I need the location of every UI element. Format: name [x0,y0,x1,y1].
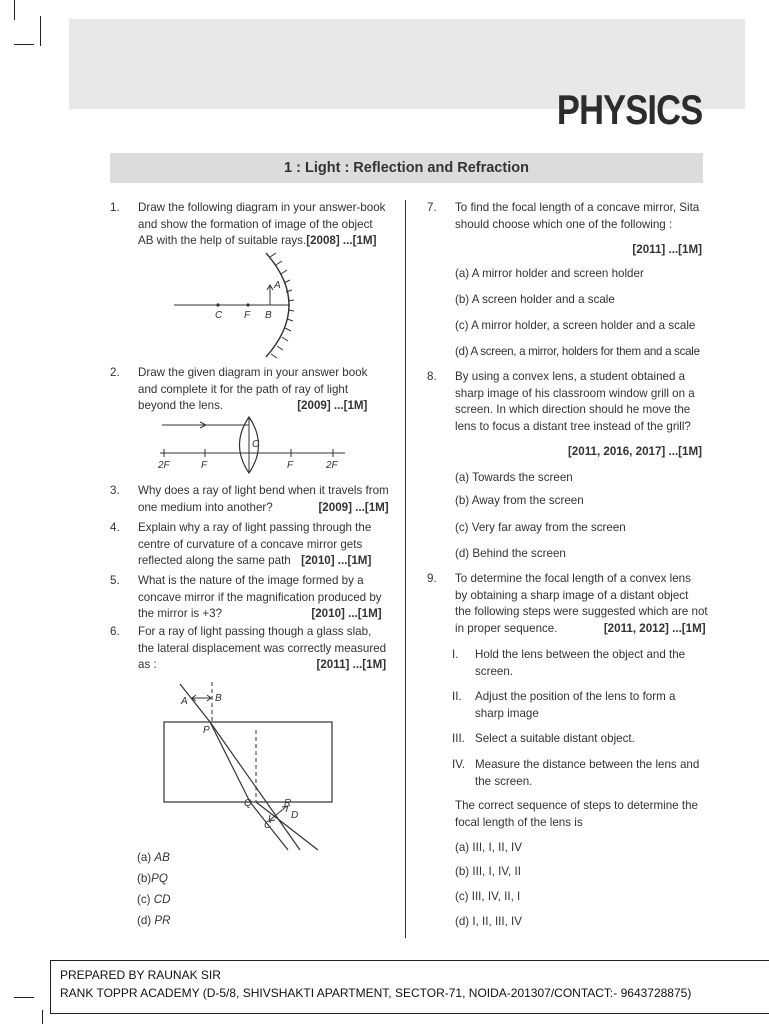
crop-mark [40,16,41,46]
label-F-left: F [201,460,208,471]
option-a: (a) A mirror holder and screen holder [455,267,644,280]
option-a: (a) III, I, II, IV [455,841,522,854]
option-c: (c) A mirror holder, a screen holder and a scale [455,319,696,332]
crop-mark [42,1010,43,1024]
option-a: (a) Towards the screen [455,471,573,484]
marks: [2011] ...[1M] [316,658,387,671]
glass-slab-diagram [160,680,340,852]
option-b: (b) Away from the screen [455,494,584,507]
chapter-title-bar [110,153,703,183]
concave-mirror-diagram [170,250,320,362]
label-F: F [244,310,251,321]
footer-author: PREPARED BY RAUNAK SIR [60,968,221,982]
label-C: C [252,439,260,450]
option-a: (a) AB [137,851,170,864]
marks: [2010] ...[1M] [311,607,382,620]
step-1: I. Hold the lens between the object and the screen. [452,648,686,678]
step-2: II. Adjust the position of the lens to form a sharp image [452,690,676,720]
label-R: R [284,798,292,809]
crop-mark [14,0,15,20]
marks: [2009] ...[1M] [297,399,368,412]
marks: [2011, 2016, 2017] ...[1M] [567,445,702,458]
column-divider [405,200,406,938]
footer-box [50,960,769,1014]
label-2F-right: 2F [326,460,338,471]
convex-lens-diagram [160,415,350,475]
q9-prompt: The correct sequence of steps to determine the focal length of the lens is [455,799,698,829]
option-c: (c) CD [137,893,171,906]
option-d: (d) A screen, a mirror, holders for them and a scale [455,345,700,358]
option-b: (b) III, I, IV, II [455,865,521,878]
option-d: (d) PR [137,914,171,927]
label-D: D [291,810,299,821]
option-d: (d) I, II, III, IV [455,915,522,928]
label-A: A [181,696,188,707]
label-C: C [215,310,223,321]
subject-title: PHYSICS [556,86,702,133]
label-B: B [265,310,272,321]
option-c: (c) Very far away from the screen [455,521,626,534]
label-A: A [274,280,281,291]
label-C: C [264,820,272,831]
option-b: (b)PQ [137,872,168,885]
label-F-right: F [287,460,294,471]
crop-mark [14,997,34,998]
label-B: B [215,693,222,704]
option-d: (d) Behind the screen [455,547,566,560]
marks: [2011] ...[1M] [632,243,702,256]
crop-mark [14,44,34,45]
step-4: IV. Measure the distance between the lens and the screen. [452,758,700,788]
chapter-title: 1 : Light : Reflection and Refraction [284,160,529,176]
option-c: (c) III, IV, II, I [455,890,521,903]
label-P: P [203,725,210,736]
label-2F-left: 2F [158,460,170,471]
marks: [2011, 2012] ...[1M] [603,621,706,635]
footer-address: RANK TOPPR ACADEMY (D-5/8, SHIVSHAKTI APARTMENT, SECTOR-71, NOIDA-201307/CONTACT:- 9643728875) [60,986,692,1000]
marks: [2008] ...[1M] [306,234,377,247]
marks: [2009] ...[1M] [318,500,389,514]
label-Q: Q [244,798,252,809]
marks: [2010] ...[1M] [301,554,372,567]
option-b: (b) A screen holder and a scale [455,293,615,306]
step-3: III. Select a suitable distant object. [452,732,635,745]
